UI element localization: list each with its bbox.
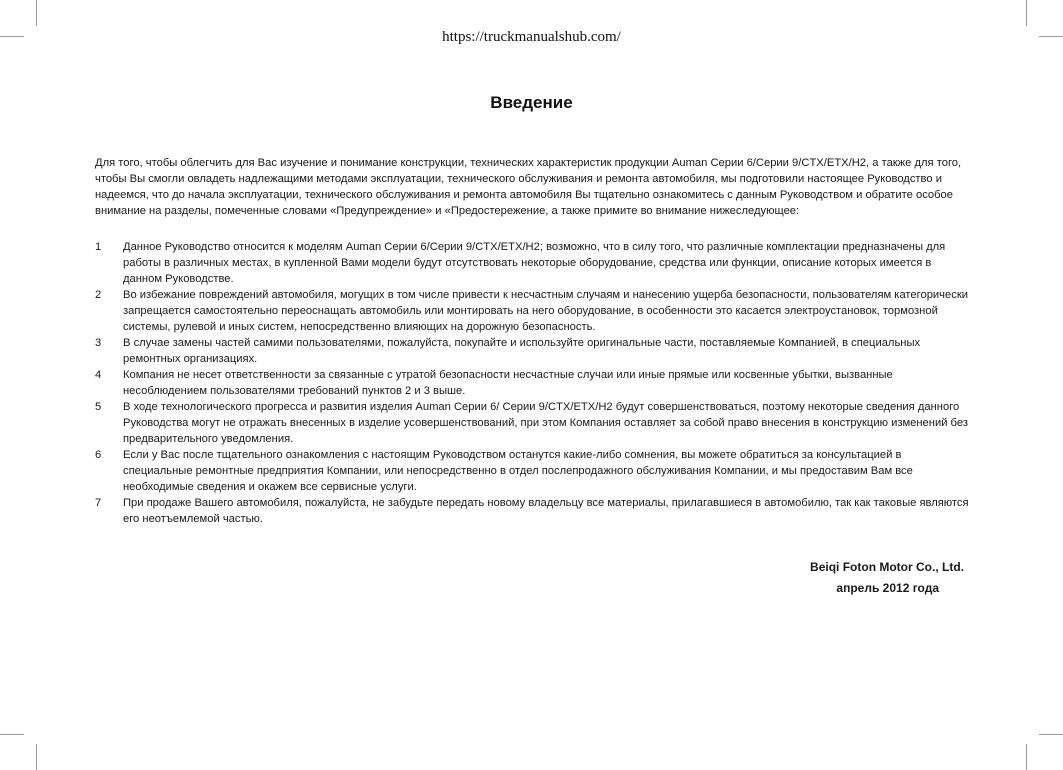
intro-paragraph: Для того, чтобы облегчить для Вас изучение и понимание конструкции, технических характеристик продукции Auman Серии 6/Серии 9/CTX/ETX/H2, а также для того, чтобы Вы смогли овладеть надлежащими методами эксплуатации, технического обслуживания и ремонта автомобиля, мы подготовили настоящее Руководство и надеемся, что до начала эксплуатации, технического обслуживания и ремонта автомобиля Вы тщательно ознакомитесь с данным Руководством и обратите особое внимание на разделы, помеченные словами «Предупреждение» и «Предостережение, а также примите во внимание нижеследующее: [95,157,962,217]
list-item-text: Если у Вас после тщательного ознакомления с настоящим Руководством останутся какие-либо сомнения, вы можете обратиться за консультацией в специальные ремонтные предприятия Компании, или непосредственно в отдел послепродажного обслуживания Компании, и мы предоставим Вам все необходимые сведения и окажем все сервисные услуги. [123,449,913,493]
list-item-number: 2 [95,289,102,301]
list-item [95,367,970,399]
list-item [95,447,970,495]
crop-mark-top-left [36,0,37,26]
list-item-number: 5 [95,401,102,413]
list-item-text: Во избежание повреждений автомобиля, могущих в том числе привести к несчастным случаям и нанесению ущерба безопасности, пользователям категорически запрещается самостоятельно переоснащать автомобиль или монтировать на него оборудование, в особенности это касается электроустановок, тормозной системы, рулевой и иных систем, непосредственно влияющих на дорожную безопасность. [123,289,968,333]
signature-date: апрель 2012 года [836,581,939,595]
list-item [95,399,970,447]
list-item [95,287,970,335]
list-item-number: 4 [95,369,102,381]
page-title: Введение [490,93,573,112]
list-item-text: Компания не несет ответственности за связанные с утратой безопасности несчастные случаи или иные прямые или косвенные убытки, вызванные несоблюдением пользователями требований пунктов 2 и 3 выше. [123,369,893,397]
numbered-list [95,239,970,527]
crop-mark-bottom-left-h [0,734,24,735]
company-name: Beiqi Foton Motor Co., Ltd. [810,560,964,574]
crop-mark-bottom-left [36,744,37,770]
crop-mark-top-right [1026,0,1027,26]
list-item-number: 1 [95,241,102,253]
source-url: https://truckmanualshub.com/ [442,29,621,45]
list-item-text: Данное Руководство относится к моделям Auman Серии 6/Серии 9/CTX/ETX/H2; возможно, что в силу того, что различные комплектации предназначены для работы в различных местах, в купленной Вами модели будут отсутствовать некоторые оборудование, средства или функции, описание которых имеется в данном Руководстве. [123,241,946,285]
list-item [95,239,970,287]
list-item-text: В ходе технологического прогресса и развития изделия Auman Серии 6/ Серии 9/CTX/ETX/H2 будут совершенствоваться, поэтому некоторые сведения данного Руководства могут не отражать внесенных в изделие усовершенствований, при этом Компания оставляет за собой право внесения в конструкцию изменений без предварительного уведомления. [123,401,968,445]
list-item-number: 3 [95,337,102,349]
crop-mark-bottom-right-h [1039,734,1063,735]
list-item-text: В случае замены частей самими пользователями, пожалуйста, покупайте и используйте оригинальные части, поставляемые Компанией, в специальных ремонтных организациях. [123,337,921,365]
list-item [95,495,970,527]
list-item-number: 6 [95,449,102,461]
signature-block [810,557,964,599]
crop-mark-bottom-right [1026,744,1027,770]
list-item-number: 7 [95,497,102,509]
list-item-text: При продаже Вашего автомобиля, пожалуйста, не забудьте передать новому владельцу все материалы, прилагавшиеся в автомобилю, так как таковые являются его неотъемлемой частью. [123,497,969,525]
list-item [95,335,970,367]
